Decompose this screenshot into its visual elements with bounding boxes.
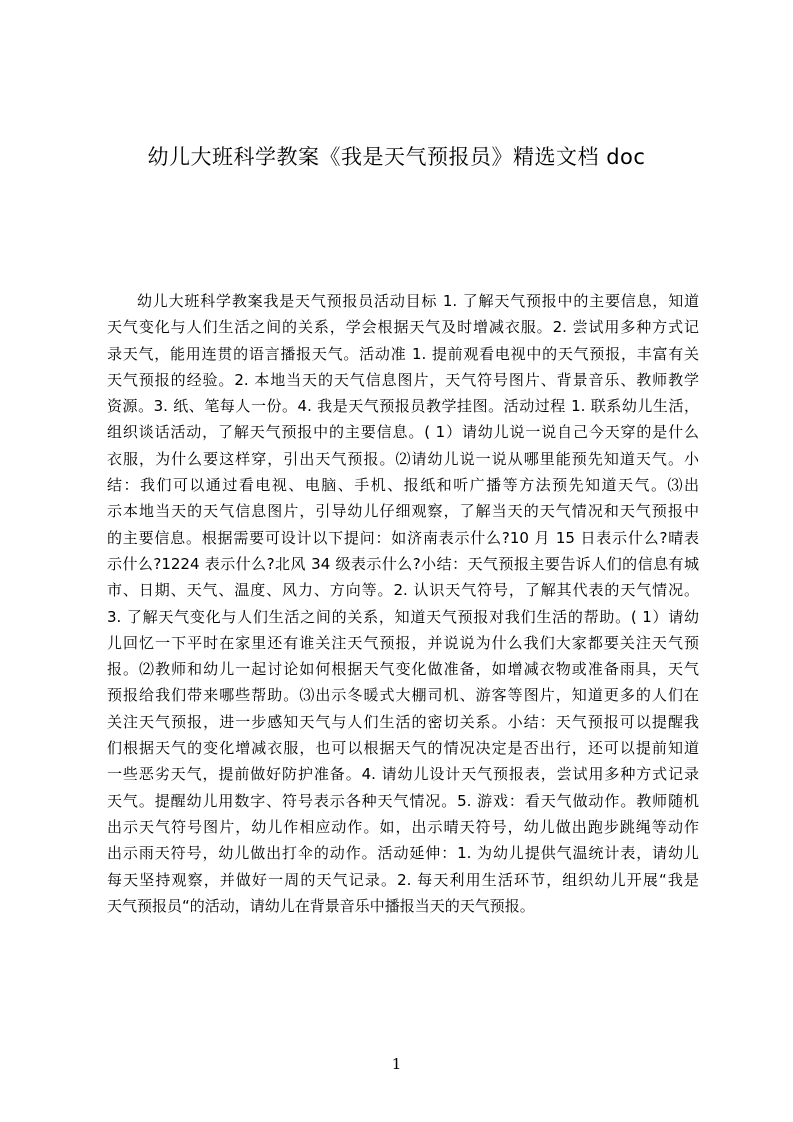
body-line: 天气变化与人们生活之间的关系，学会根据天气及时增减衣服。2. 尝试用多种方式记: [107, 318, 699, 337]
body-line: 示本地当天的天气信息图片，引导幼儿仔细观察，了解当天的天气情况和天气预报中: [107, 502, 699, 521]
body-line: 预报给我们带来哪些帮助。⑶出示冬暖式大棚司机、游客等图片，知道更多的人们在: [107, 686, 699, 705]
body-line: 儿回忆一下平时在家里还有谁关注天气预报，并说说为什么我们大家都要关注天气预: [107, 633, 699, 652]
body-line: 出示雨天符号，幼儿做出打伞的动作。活动延伸：1. 为幼儿提供气温统计表，请幼儿: [107, 844, 699, 863]
body-line: 衣服，为什么要这样穿，引出天气预报。⑵请幼儿说一说从哪里能预先知道天气。小: [107, 449, 699, 468]
page-number: 1: [391, 1055, 402, 1073]
body-line: 3. 了解天气变化与人们生活之间的关系，知道天气预报对我们生活的帮助。( 1）请幼: [107, 607, 699, 626]
body-line: 的主要信息。根据需要可设计以下提问：如济南表示什么?10 月 15 日表示什么?晴表: [107, 528, 699, 547]
body-line: 天气。提醒幼儿用数字、符号表示各种天气情况。5. 游戏：看天气做动作。教师随机: [107, 791, 699, 810]
body-line: 示什么?1224 表示什么?北风 34 级表示什么?小结：天气预报主要告诉人们的信息有城: [107, 554, 699, 573]
body-line: 关注天气预报，进一步感知天气与人们生活的密切关系。小结：天气预报可以提醒我: [107, 712, 699, 731]
body-line: 资源。3. 纸、笔每人一份。4. 我是天气预报员教学挂图。活动过程 1. 联系幼儿生活，: [107, 397, 699, 416]
body-line: 报。⑵教师和幼儿一起讨论如何根据天气变化做准备，如增减衣物或准备雨具，天气: [107, 660, 699, 679]
body-line: 市、日期、天气、温度、风力、方向等。2. 认识天气符号，了解其代表的天气情况。: [107, 581, 699, 600]
document-title: 幼儿大班科学教案《我是天气预报员》精选文档 doc: [147, 145, 646, 169]
body-line: 出示天气符号图片，幼儿作相应动作。如，出示晴天符号，幼儿做出跑步跳绳等动作: [107, 817, 699, 836]
body-line: 组织谈话活动，了解天气预报中的主要信息。( 1）请幼儿说一说自己今天穿的是什么: [107, 423, 699, 442]
body-line: 天气预报的经验。2. 本地当天的天气信息图片，天气符号图片、背景音乐、教师教学: [107, 370, 699, 389]
body-line: 天气预报员“的活动，请幼儿在背景音乐中播报当天的天气预报。: [107, 896, 535, 915]
body-line: 录天气，能用连贯的语言播报天气。活动准 1. 提前观看电视中的天气预报，丰富有关: [107, 344, 699, 363]
document-body: [107, 288, 699, 938]
body-line: 结：我们可以通过看电视、电脑、手机、报纸和听广播等方法预先知道天气。⑶出: [107, 476, 699, 495]
body-line: 一些恶劣天气，提前做好防护准备。4. 请幼儿设计天气预报表，尝试用多种方式记录: [107, 765, 699, 784]
body-line: 幼儿大班科学教案我是天气预报员活动目标 1. 了解天气预报中的主要信息，知道: [137, 292, 699, 310]
body-line: 每天坚持观察，并做好一周的天气记录。2. 每天利用生活环节，组织幼儿开展“我是: [107, 870, 699, 889]
body-line: 们根据天气的变化增减衣服，也可以根据天气的情况决定是否出行，还可以提前知道: [107, 739, 699, 758]
